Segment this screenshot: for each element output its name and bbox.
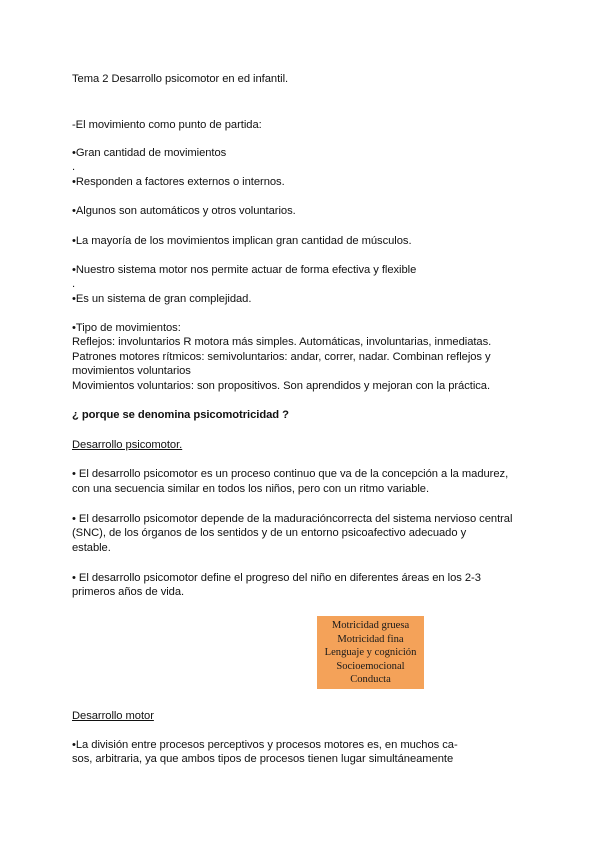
bullet-item: •Es un sistema de gran complejidad.	[72, 293, 252, 305]
area-item: Lenguaje y cognición	[324, 647, 417, 658]
paragraph-line: sos, arbitraria, ya que ambos tipos de procesos tienen lugar simultáneamente	[72, 753, 454, 765]
question-heading: ¿ porque se denomina psicomotricidad ?	[72, 409, 289, 421]
area-item: Socioemocional	[336, 660, 405, 672]
tipos-line: movimientos voluntarios	[72, 365, 191, 377]
bullet-item: •Gran cantidad de movimientos	[72, 147, 227, 159]
bullet-item: •La mayoría de los movimientos implican gran cantidad de músculos.	[72, 235, 412, 247]
paragraph-line: •La división entre procesos perceptivos y procesos motores es, en muchos ca-	[72, 739, 458, 751]
paragraph-line: estable.	[72, 542, 111, 554]
paragraph-line: con una secuencia similar en todos los niños, pero con un ritmo variable.	[72, 483, 430, 495]
tipos-line: Patrones motores rítmicos: semivoluntarios: andar, correr, nadar. Combinan reflejos y	[72, 351, 491, 363]
bullet-item: •Nuestro sistema motor nos permite actuar de forma efectiva y flexible	[72, 264, 417, 276]
document-title: Tema 2 Desarrollo psicomotor en ed infantil.	[72, 73, 289, 85]
bullet-period: .	[72, 161, 76, 173]
bullet-period: .	[72, 278, 76, 290]
tipos-line: Movimientos voluntarios: son propositivos. Son aprendidos y mejoran con la práctica.	[72, 380, 491, 392]
bullet-item: •Responden a factores externos o internos.	[72, 176, 285, 188]
paragraph-line: • El desarrollo psicomotor es un proceso continuo que va de la concepción a la madurez,	[72, 468, 509, 480]
tipos-heading: •Tipo de movimientos:	[72, 322, 181, 334]
paragraph-line: • El desarrollo psicomotor define el progreso del niño en diferentes áreas en los 2-3	[72, 572, 481, 584]
areas-box	[317, 616, 424, 689]
section-heading-desarrollo-psicomotor: Desarrollo psicomotor.	[72, 439, 183, 451]
paragraph-line: primeros años de vida.	[72, 586, 185, 598]
section-heading-desarrollo-motor: Desarrollo motor	[72, 710, 154, 722]
paragraph-line: (SNC), de los órganos de los sentidos y de un entorno psicoafectivo adecuado y	[72, 527, 467, 539]
bullet-item: •Algunos son automáticos y otros voluntarios.	[72, 205, 296, 217]
intro-line: -El movimiento como punto de partida:	[72, 119, 262, 131]
paragraph-line: • El desarrollo psicomotor depende de la maduracióncorrecta del sistema nervioso central	[72, 513, 513, 525]
area-item: Motricidad gruesa	[331, 620, 410, 631]
area-item: Conducta	[350, 674, 391, 685]
tipos-line: Reflejos: involuntarios R motora más simples. Automáticas, involuntarias, inmediatas.	[72, 336, 492, 348]
area-item: Motricidad fina	[337, 633, 404, 645]
